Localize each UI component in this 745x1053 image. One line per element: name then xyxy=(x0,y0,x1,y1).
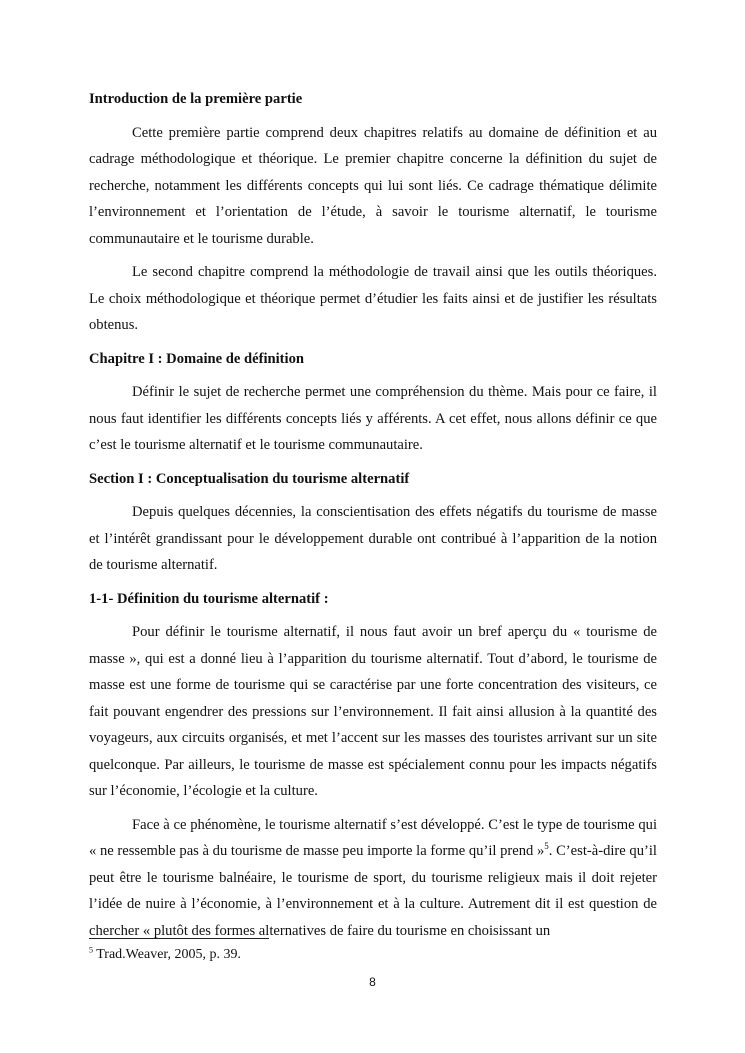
paragraph-face xyxy=(89,812,657,945)
heading-introduction: Introduction de la première partie xyxy=(89,91,303,107)
heading-section: Section I : Conceptualisation du tourisme alternatif xyxy=(89,470,410,487)
body-text xyxy=(89,86,657,944)
paragraph-face-start: Face à ce phénomène, le tourisme alternatif s’est développé. C’est le type de tourisme qui « ne ressemble pas à du tourisme de masse peu importe la forme qu’il prend » xyxy=(89,816,657,859)
paragraph-definition: Pour définir le tourisme alternatif, il nous faut avoir un bref aperçu du « tourisme de masse », qui est a donné lieu à l’apparition du tourisme alternatif. Tout d’abord, le tourisme de masse est une forme de tourisme qui se caractérise par une forte concentration des visiteurs, ce fait pouvant engendrer des pressions sur l’environnement. Il fait ainsi allusion à la quantité des voyageurs, aux circuits organisés, et met l’accent sur les masses des touristes arrivant sur un site quelconque. Par ailleurs, le tourisme de masse est spécialement connu pour les impacts négatifs sur l’économie, l’écologie et la culture. xyxy=(89,624,657,799)
paragraph-intro-1: Cette première partie comprend deux chapitres relatifs au domaine de définition et au cadrage méthodologique et théorique. Le premier chapitre concerne la définition du sujet de recherche, notamment les différents concepts qui lui sont liés. Ce cadrage thématique délimite l’environnement et l’orientation de l’étude, à savoir le tourisme alternatif, le tourisme communautaire et le tourisme durable. xyxy=(89,124,657,247)
page-number: 8 xyxy=(369,975,376,989)
paragraph-section: Depuis quelques décennies, la conscientisation des effets négatifs du tourisme de masse et l’intérêt grandissant pour le développement durable ont contribué à l’apparition de la notion de tourisme alternatif. xyxy=(89,504,657,573)
footnote-reference[interactable]: 5 xyxy=(544,841,549,852)
heading-chapter: Chapitre I : Domaine de définition xyxy=(89,350,304,367)
paragraph-chapter: Définir le sujet de recherche permet une compréhension du thème. Mais pour ce faire, il nous faut identifier les différents concepts liés y afférents. A cet effet, nous allons définir ce que c’est le tourisme alternatif et le tourisme communautaire. xyxy=(89,384,657,453)
footnote-number: 5 xyxy=(89,945,93,955)
heading-subsection: 1-1- Définition du tourisme alternatif : xyxy=(89,590,329,607)
paragraph-face-end: . C’est-à-dire qu’il peut être le tourisme balnéaire, le tourisme de sport, du tourisme religieux mais il doit rejeter l’idée de nuire à l’économie, à l’environnement et à la culture. Autrement dit il est question de chercher « plutôt des formes alternatives de faire du tourisme en choisissant un xyxy=(89,843,657,939)
footnote-text: Trad.Weaver, 2005, p. 39. xyxy=(93,947,242,962)
footnote-separator xyxy=(89,938,269,939)
paragraph-intro-2: Le second chapitre comprend la méthodologie de travail ainsi que les outils théoriques. Le choix méthodologique et théorique permet d’étudier les faits ainsi et de justifier les résultats obtenus. xyxy=(89,264,657,333)
footnote xyxy=(89,946,241,964)
